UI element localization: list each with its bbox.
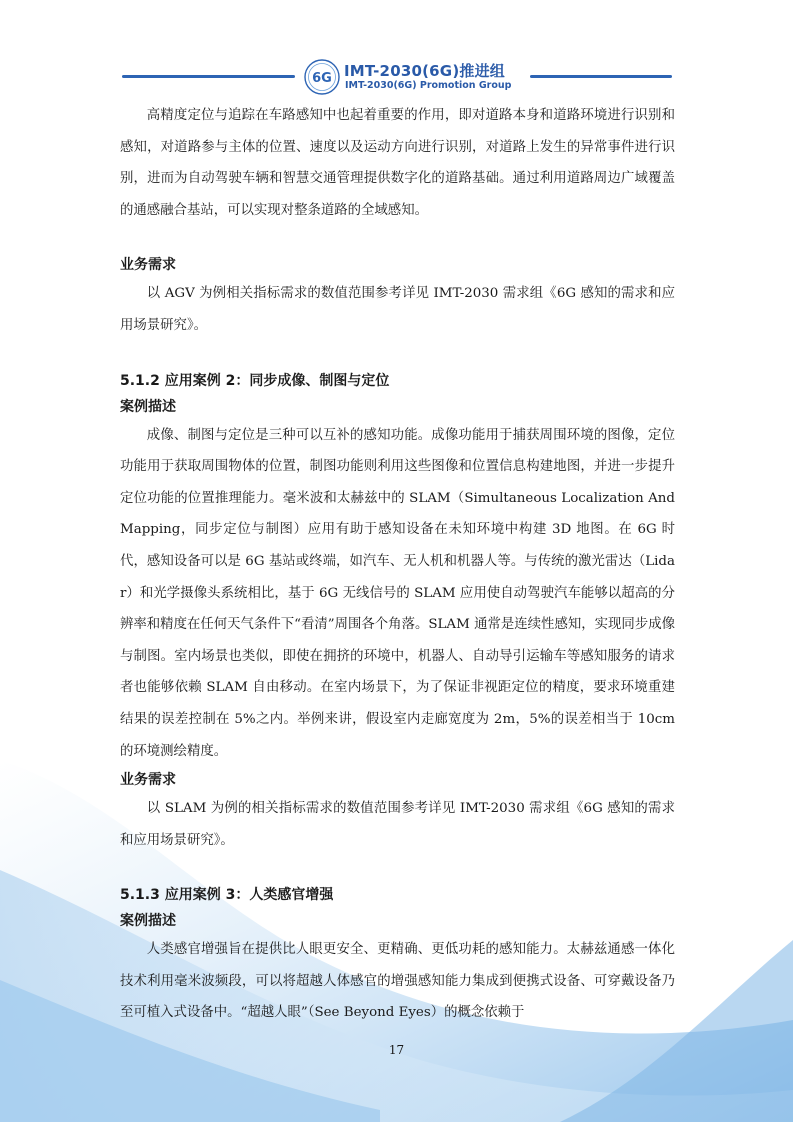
svg-text:6G: 6G <box>312 71 332 86</box>
paragraph-slam-requirements: 以 SLAM 为例的相关指标需求的数值范围参考详见 IMT-2030 需求组《6G 感知的需求和应用场景研究》。 <box>120 801 675 848</box>
header-rule-right <box>530 75 672 78</box>
paragraph-agv-requirements: 以 AGV 为例相关指标需求的数值范围参考详见 IMT-2030 需求组《6G 感知的需求和应用场景研究》。 <box>120 286 675 333</box>
heading-section-5-1-3: 5.1.3 应用案例 3：人类感官增强 <box>120 887 334 904</box>
paragraph-road-sensing: 高精度定位与追踪在车路感知中也起着重要的作用，即对道路本身和道路环境进行识别和感知，对道路参与主体的位置、速度以及运动方向进行识别，对道路上发生的异常事件进行识别，进而为自动驾驶车辆和智慧交通管理提供数字化的道路基础。通过利用道路周边广域覆盖的通感融合基站，可以实现对整条道路的全域感知。 <box>120 108 675 218</box>
imt2030-logo <box>303 58 341 96</box>
page-header <box>0 58 793 98</box>
document-body <box>120 100 675 1029</box>
page-number: 17 <box>388 1043 405 1057</box>
paragraph-sense-enhancement: 人类感官增强旨在提供比人眼更安全、更精确、更低功耗的感知能力。太赫兹通感一体化技术利用毫米波频段，可以将超越人体感官的增强感知能力集成到便携式设备、可穿戴设备乃至可植入式设备中。“超越人眼”（See Beyond Eyes）的概念依赖于 <box>120 942 675 1021</box>
header-title: IMT-2030(6G)推进组 <box>344 62 505 80</box>
heading-section-5-1-2: 5.1.2 应用案例 2：同步成像、制图与定位 <box>120 372 390 389</box>
header-rule-left <box>122 75 295 78</box>
paragraph-slam-description: 成像、制图与定位是三种可以互补的感知功能。成像功能用于捕获周围环境的图像，定位功能用于获取周围物体的位置，制图功能则利用这些图像和位置信息构建地图，并进一步提升定位功能的位置推理能力。毫米波和太赫兹中的 SLAM（Simultaneous Localization And Mapping，同步定位与制图）应用有助于感知设备在未知环境中构建 3D 地图。在 6G 时代，感知设备可以是 6G 基站或终端，如汽车、无人机和机器人等。与传统的激光雷达（Lidar）和光学摄像头系统相比，基于 6G 无线信号的 SLAM 应用使自动驾驶汽车能够以超高的分辨率和精度在任何天气条件下“看清”周围各个角落。SLAM 通常是连续性感知，实现同步成像与制图。室内场景也类似，即使在拥挤的环境中，机器人、自动导引运输车等感知服务的请求者也能够依赖 SLAM 自由移动。在室内场景下，为了保证非视距定位的精度，要求环境重建结果的误差控制在 5%之内。举例来讲，假设室内走廊宽度为 2m，5%的误差相当于 10cm 的环境测绘精度。 <box>120 427 675 759</box>
heading-case-description: 案例描述 <box>120 398 176 415</box>
heading-business-requirements: 业务需求 <box>120 772 176 789</box>
heading-business-requirements: 业务需求 <box>120 257 176 274</box>
header-subtitle: IMT-2030(6G) Promotion Group <box>345 80 512 91</box>
heading-case-description: 案例描述 <box>120 913 176 930</box>
